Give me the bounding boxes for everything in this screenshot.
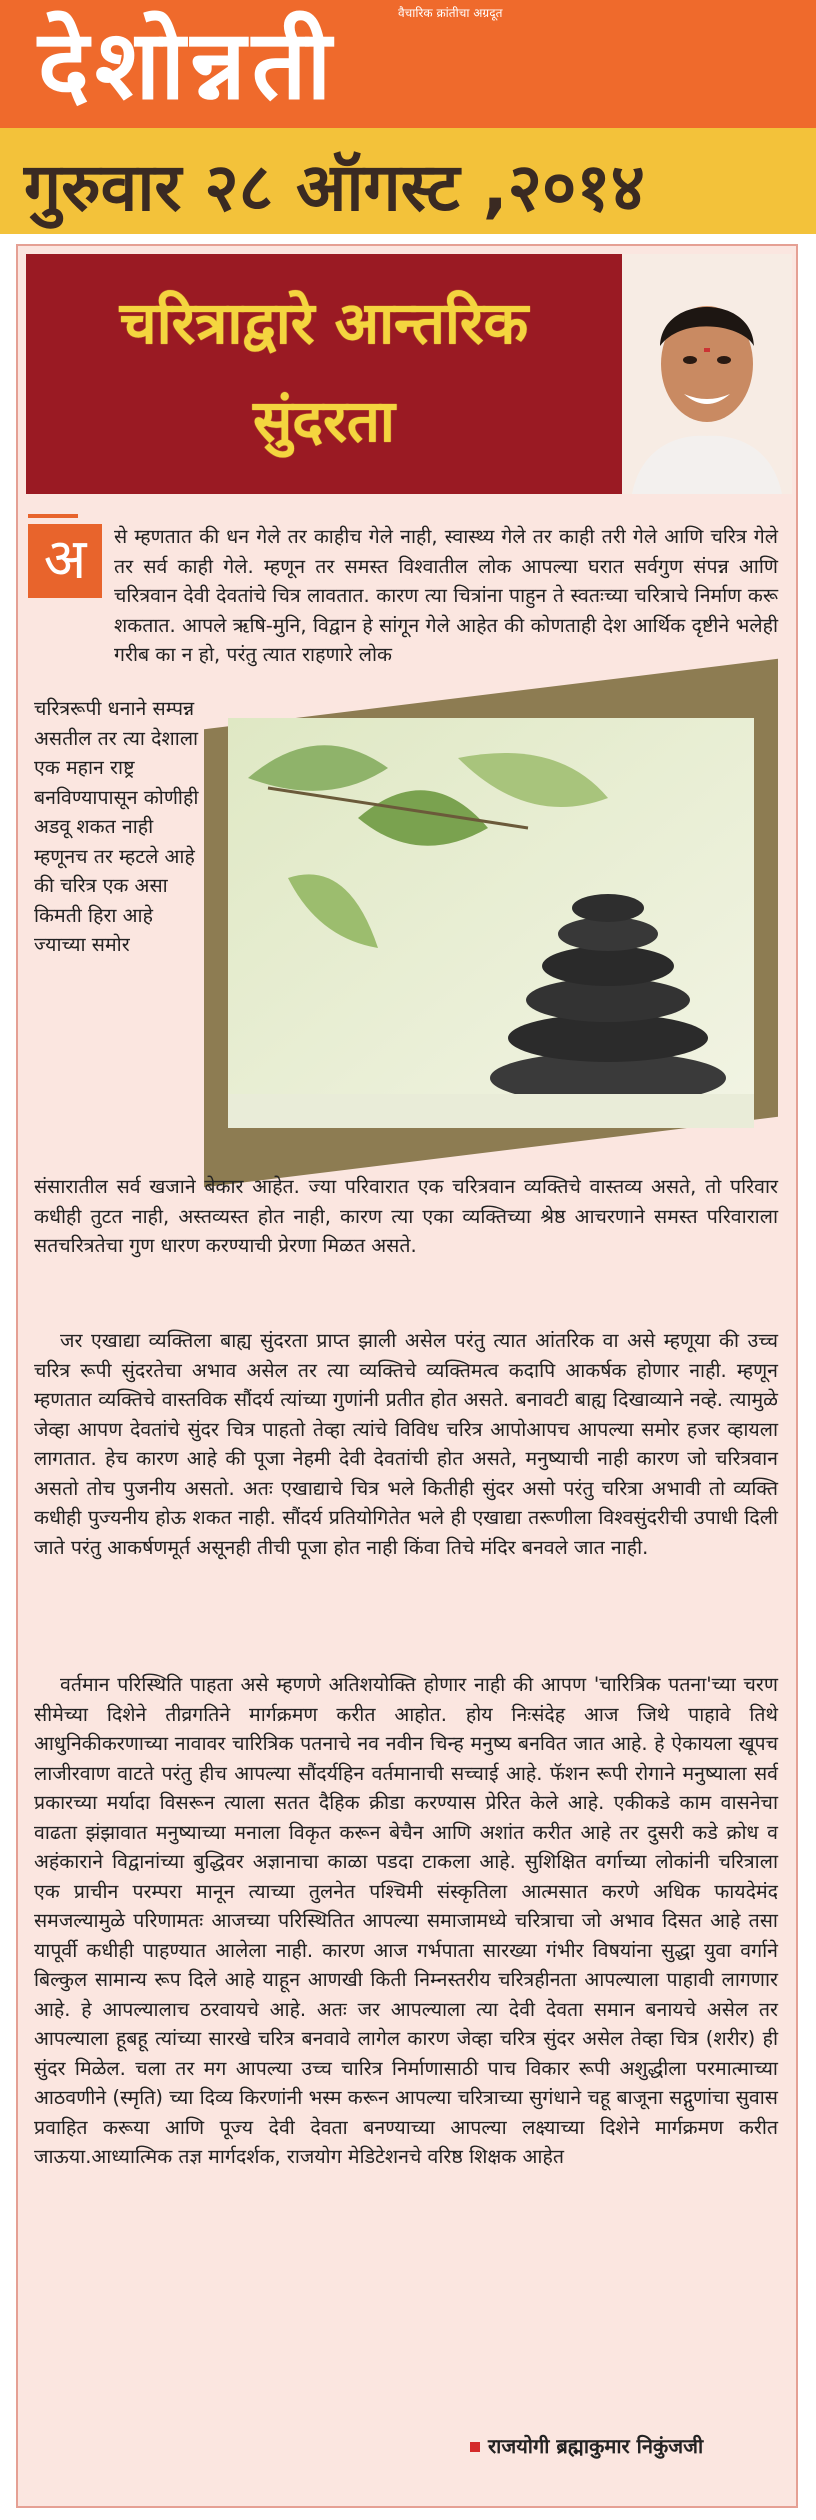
lead-paragraph: से म्हणतात की धन गेले तर काहीच गेले नाही, स्वास्थ्य गेले तर काही तरी गेले आणि चरित्र गेले तर सर्व काही गेले. म्हणून तर समस्त विश्वातील लोक आपल्या घरात सर्वगुण संपन्न आणि चरित्रवान देवी देवतांचे चित्र लावतात. कारण त्या चित्रांना पाहुन ते स्वतःच्या चरित्राचे निर्माण करू शकतात. आपले ऋषि-मुनि, विद्वान हे सांगून गेले आहेत की कोणताही देश आर्थिक दृष्टीने भलेही गरीब का न हो, परंतु त्यात राहणारे लोक xyxy=(114,525,778,666)
side-column-text: चरित्ररूपी धनाने सम्पन्न असतील तर त्या देशाला एक महान राष्ट्र बनविण्यापासून कोणीही अडवू शकत नाही म्हणूनच तर म्हटले आहे की चरित्र एक असा किमती हिरा आहे ज्याच्या समोर xyxy=(34,697,199,956)
dropcap-rule xyxy=(28,514,78,518)
byline-bullet xyxy=(470,2442,480,2452)
headline-box xyxy=(26,254,622,494)
paragraph-2: जर एखाद्या व्यक्तिला बाह्य सुंदरता प्राप्त झाली असेल परंतु त्यात आंतरिक वा असे म्हणूया की उच्च चरित्र रूपी सुंदरतेचा अभाव असेल तर त्या व्यक्तिचे व्यक्तिमत्व कदापि आकर्षक होणार नाही. म्हणून म्हणतात व्यक्तिचे वास्तविक सौंदर्य त्यांच्या गुणांनी प्रतीत होत असते. बनावटी बाह्य दिखाव्याने नव्हे. त्यामुळे जेव्हा आपण देवतांचे सुंदर चित्र पाहतो तेव्हा त्यांचे विविध चरित्र आपोआपच आपल्या समोर हजर व्हायला लागतात. हेच कारण आहे की पूजा नेहमी देवी देवतांची होत असते, मनुष्याची नाही कारण जो चरित्रवान असतो तोच पुजनीय असतो. अतः एखाद्याचे चित्र भले कितीही सुंदर असो परंतु चरित्रा अभावी तो व्यक्ति कधीही पुज्यनीय होऊ शकत नाही. सौंदर्य प्रतियोगितेत भले ही एखाद्या तरूणीला विश्वसुंदरीची उपाधी दिली जाते परंतु आकर्षणमूर्त असूनही तीची पूजा होत नाही किंवा तिचे मंदिर बनवले जात नाही. xyxy=(34,1329,778,1559)
publication-date: गुरुवार २८ ऑगस्ट ,२०१४ xyxy=(24,149,645,226)
zen-stones-image xyxy=(228,718,754,1128)
paragraph-1-continued: संसारातील सर्व खजाने बेकार आहेत. ज्या परिवारात एक चरित्रवान व्यक्तिचे वास्तव्य असते, तो परिवार कधीही तुटत नाही, अस्तव्यस्त होत नाही, कारण त्या एका व्यक्तिच्या श्रेष्ठ आचरणाने समस्त परिवाराला सतचरित्रतेचा गुण धारण करण्याची प्रेरणा मिळत असते. xyxy=(34,1175,778,1257)
masthead xyxy=(0,0,816,128)
headline xyxy=(36,274,612,470)
dropcap: अ xyxy=(28,524,102,598)
article-clipping xyxy=(16,244,798,2508)
masthead-tagline: वैचारिक क्रांतीचा अग्रदूत xyxy=(398,6,503,20)
date-bar xyxy=(0,128,816,234)
headline-line-2: सुंदरता xyxy=(253,387,395,455)
headline-line-1: चरित्राद्वारे आन्तरिक xyxy=(119,289,529,357)
paragraph-3: वर्तमान परिस्थिति पाहता असे म्हणणे अतिशयोक्ति होणार नाही की आपण 'चारित्रिक पतना'च्या चरण सीमेच्या दिशेने तीव्रगतिने मार्गक्रमण करीत आहोत. होय निःसंदेह आज जिथे पाहावे तिथे आधुनिकीकरणाच्या नावावर चारित्रिक पतनाचे नव नवीन चिन्ह मनुष्य बनवित जात आहे. हे ऐकायला खूपच लाजीरवाण वाटते परंतु हीच आपल्या सौंदर्यहिन वर्तमानाची सच्चाई आहे. फॅशन रूपी रोगाने मनुष्याला सर्व प्रकारच्या मर्यादा विसरून त्याला सतत दैहिक क्रीडा करण्यास प्रेरित केले आहे. एकीकडे काम वासनेचा वाढता झंझावात मनुष्याच्या मनाला विकृत करून बेचैन आणि अशांत करीत आहे तर दुसरी कडे क्रोध व अहंकाराने विद्वानांच्या बुद्धिवर अज्ञानाचा काळा पडदा टाकला आहे. सुशिक्षित वर्गाच्या लोकांनी चरित्राला एक प्राचीन परम्परा मानून त्याच्या तुलनेत पश्चिमी संस्कृतिला आत्मसात करणे अधिक फायदेमंद समजल्यामुळे परिणामतः आजच्या परिस्थितित आपल्या समाजामध्ये चरित्राचा जो अभाव दिसत आहे तसा यापूर्वी कधीही पाहण्यात आलेला नाही. कारण आज गर्भपाता सारख्या गंभीर विषयांना सुद्धा युवा वर्गाने बिल्कुल सामान्य रूप दिले आहे याहून आणखी किती निम्नस्तरीय चरित्रहीनता आपल्याला पाहावी लागणार आहे. हे आपल्यालाच ठरवायचे आहे. अतः जर आपल्याला त्या देवी देवता समान बनायचे असेल तर आपल्याला हूबहू त्यांच्या सारखे चरित्र बनवावे लागेल कारण जेव्हा चरित्र सुंदर असेल तेव्हा चित्र (शरीर) ही सुंदर मिळेल. चला तर मग आपल्या उच्च चारित्र निर्माणासाठी पाच विकार रूपी अशुद्धीला परमात्माच्या आठवणीने (स्मृति) च्या दिव्य किरणांनी भस्म करून आपल्या चरित्राच्या सुगंधाने चहू बाजूना सद्गुणांचा सुवास प्रवाहित करूया आणि पूज्य देवी देवता बनण्याच्या आपल्या लक्ष्याच्या दिशेने मार्गक्रमण करीत जाऊया.आध्यात्मिक तज्ञ मार्गदर्शक, राजयोग मेडिटेशनचे वरिष्ठ शिक्षक आहेत xyxy=(34,1673,778,2168)
author-photo xyxy=(622,254,792,494)
newspaper-logo: देशोन्नती xyxy=(38,9,338,121)
byline: राजयोगी ब्रह्माकुमार निकुंजजी xyxy=(488,2434,704,2458)
